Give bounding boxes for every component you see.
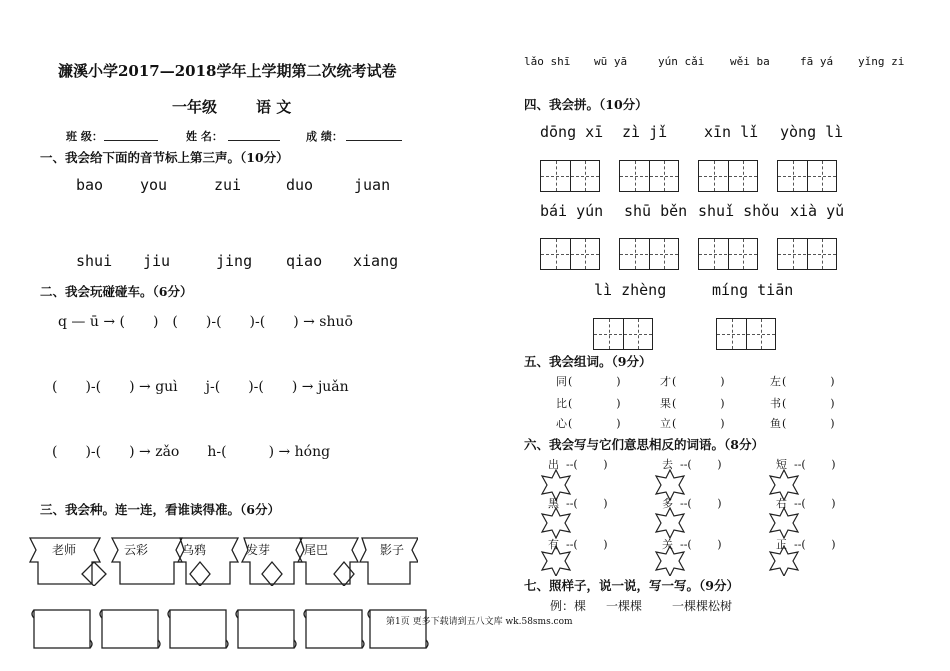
writing-grid[interactable] (698, 238, 758, 270)
q3-pinyin: lǎo shī (524, 55, 571, 68)
q6-blank[interactable]: --( ) (794, 538, 836, 551)
q6-blank[interactable]: --( ) (794, 458, 836, 471)
q6-blank[interactable]: --( ) (680, 538, 722, 551)
q5-char: 左 (770, 375, 781, 388)
q6-char: 出 (548, 458, 559, 471)
writing-grid[interactable] (716, 318, 776, 350)
q1-syllable: bao (76, 176, 104, 194)
q1-syllable: jiu (143, 252, 171, 270)
q1-syllable: you (140, 176, 168, 194)
grade-label: 一年级 (172, 98, 218, 116)
q3-title: 三、我会种。连一连，看谁读得准。（6分） (40, 502, 280, 517)
q3-pinyin: wū yā (594, 55, 628, 68)
q3-pinyin: fā yá (800, 55, 834, 68)
writing-grid[interactable] (777, 160, 837, 192)
q2-line: ( )-( ) → zǎo h-( ) → hóng (52, 444, 331, 460)
q5-blank[interactable]: ( ) (782, 417, 835, 430)
writing-grid[interactable] (619, 160, 679, 192)
writing-grid[interactable] (593, 318, 653, 350)
q5-blank[interactable]: ( ) (568, 397, 621, 410)
q5-blank[interactable]: ( ) (568, 375, 621, 388)
q5-blank[interactable]: ( ) (568, 417, 621, 430)
q4-pinyin: bái yún (540, 202, 604, 220)
q5-char: 心 (556, 417, 567, 430)
banner-word[interactable]: 云彩 (124, 543, 149, 557)
q5-blank[interactable]: ( ) (672, 375, 725, 388)
writing-grid[interactable] (777, 238, 837, 270)
q6-title: 六、我会写与它们意思相反的词语。（8分） (524, 437, 764, 452)
q7-example-a: 一棵棵 (606, 599, 643, 613)
q5-char: 立 (660, 417, 671, 430)
q6-blank[interactable]: --( ) (680, 497, 722, 510)
q2-title: 二、我会玩碰碰车。（6分） (40, 284, 193, 299)
q6-char: 关 (662, 538, 673, 551)
q6-char: 有 (548, 538, 559, 551)
q5-blank[interactable]: ( ) (782, 375, 835, 388)
q2-line: ( )-( ) → guì j-( )-( ) → juǎn (52, 379, 349, 395)
q1-syllable: zui (214, 176, 242, 194)
q4-pinyin: shū běn (624, 202, 688, 220)
q2-line: q — ū → ( ) ( )-( )-( ) → shuō (58, 314, 353, 330)
q5-char: 比 (556, 397, 567, 410)
q4-pinyin: xīn lǐ (704, 123, 759, 141)
q7-title: 七、照样子，说一说，写一写。（9分） (524, 578, 739, 593)
page-footer: 第1页 更多下载请到五八文库 wk.58sms.com (386, 617, 573, 627)
q5-char: 同 (556, 375, 567, 388)
q4-pinyin: dōng xī (540, 123, 604, 141)
banner-word[interactable]: 老师 (52, 543, 77, 557)
q7-example-label: 例：棵 (550, 599, 587, 613)
name-blank (228, 140, 280, 141)
q5-char: 果 (660, 397, 671, 410)
q7-example-b: 一棵棵松树 (672, 599, 733, 613)
q3-pinyin: yǐng zi (858, 55, 905, 68)
q5-blank[interactable]: ( ) (782, 397, 835, 410)
banner-word[interactable]: 乌鸦 (182, 543, 207, 557)
scroll-card-row (30, 606, 430, 652)
star-grid (528, 456, 868, 576)
q1-syllable: duo (286, 176, 314, 194)
q4-title: 四、我会拼。（10分） (524, 97, 648, 112)
q5-blank[interactable]: ( ) (672, 417, 725, 430)
q6-blank[interactable]: --( ) (794, 497, 836, 510)
q4-pinyin: yòng lì (780, 123, 844, 141)
writing-grid[interactable] (698, 160, 758, 192)
q5-char: 才 (660, 375, 671, 388)
q1-syllable: qiao (286, 252, 323, 270)
score-blank (346, 140, 402, 141)
q1-title: 一、我会给下面的音节标上第三声。（10分） (40, 150, 289, 165)
q4-pinyin: míng tiān (712, 281, 794, 299)
writing-grid[interactable] (619, 238, 679, 270)
q5-title: 五、我会组词。（9分） (524, 354, 652, 369)
q6-char: 黑 (548, 497, 559, 510)
q4-pinyin: lì zhèng (594, 281, 667, 299)
q4-pinyin: shuǐ shǒu (698, 202, 780, 220)
q6-char: 去 (662, 458, 673, 471)
q6-blank[interactable]: --( ) (566, 458, 608, 471)
q6-char: 正 (776, 538, 787, 551)
q6-char: 多 (662, 497, 673, 510)
q1-syllable: xiang (353, 252, 399, 270)
writing-grid[interactable] (540, 238, 600, 270)
subject-label: 语 文 (256, 98, 292, 116)
q5-blank[interactable]: ( ) (672, 397, 725, 410)
writing-grid[interactable] (540, 160, 600, 192)
exam-title: 濂溪小学2017—2018学年上学期第二次统考试卷 (58, 62, 397, 80)
banner-word[interactable]: 发芽 (246, 543, 271, 557)
q4-pinyin: zì jǐ (622, 123, 668, 141)
q6-blank[interactable]: --( ) (680, 458, 722, 471)
q1-syllable: shui (76, 252, 113, 270)
q6-blank[interactable]: --( ) (566, 497, 608, 510)
name-label: 姓 名： (186, 130, 223, 143)
banner-word[interactable]: 影子 (380, 543, 405, 557)
q1-syllable: jing (216, 252, 253, 270)
q5-char: 书 (770, 397, 781, 410)
class-blank (104, 140, 158, 141)
q6-char: 短 (776, 458, 787, 471)
q3-pinyin: yún cǎi (658, 55, 705, 68)
banner-word[interactable]: 尾巴 (304, 543, 329, 557)
q6-char: 右 (776, 497, 787, 510)
q4-pinyin: xià yǔ (790, 202, 845, 220)
q5-char: 鱼 (770, 417, 781, 430)
q6-blank[interactable]: --( ) (566, 538, 608, 551)
q3-pinyin: wěi ba (730, 55, 770, 68)
class-label: 班 级： (66, 130, 103, 143)
q1-syllable: juan (354, 176, 391, 194)
score-label: 成 绩： (306, 130, 343, 143)
